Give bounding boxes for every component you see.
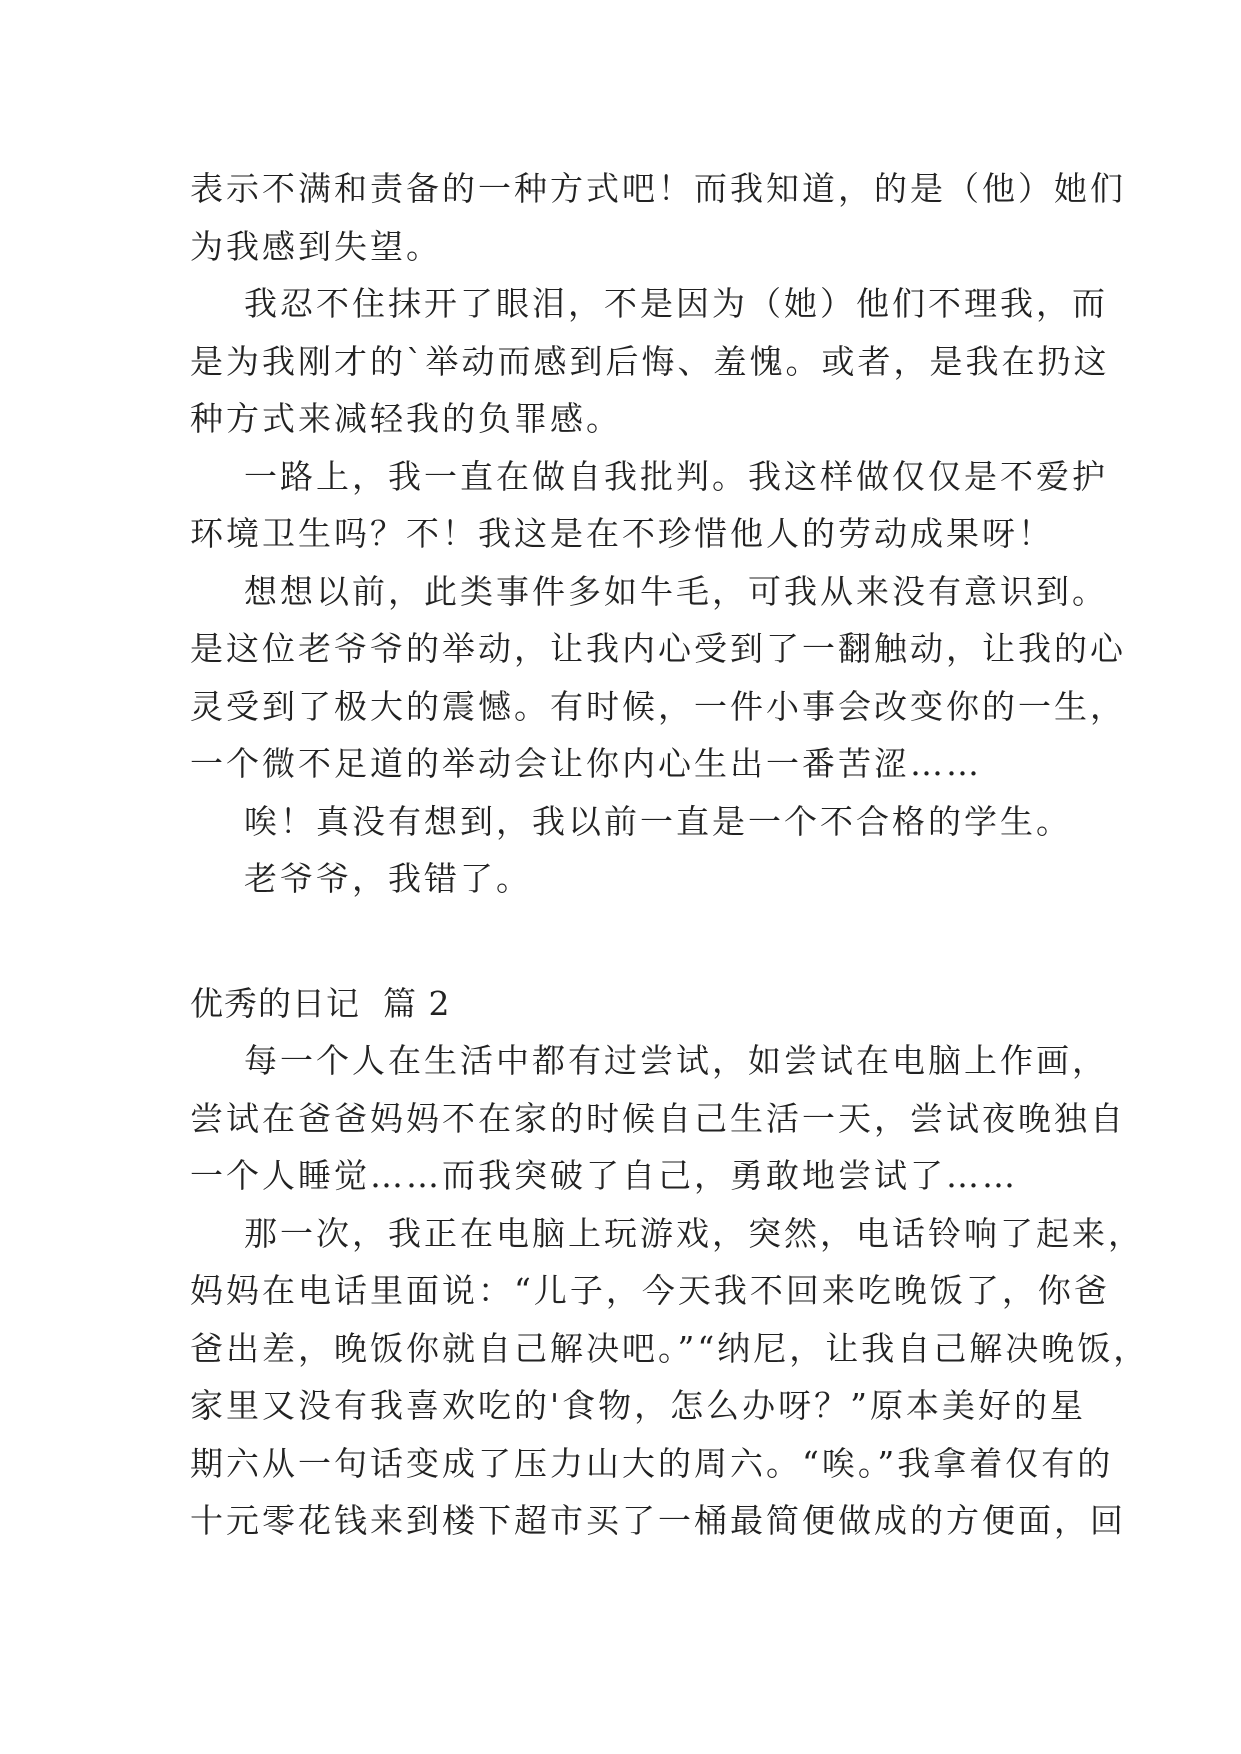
paragraph-line: 一个微不足道的举动会让你内心生出一番苦涩…… xyxy=(190,744,982,783)
paragraph-line: 想想以前，此类事件多如牛毛，可我从来没有意识到。 xyxy=(190,571,1108,611)
paragraph-line: 尝试在爸爸妈妈不在家的时候自己生活一天，尝试夜晚独自 xyxy=(190,1098,1126,1138)
paragraph-line: 唉！真没有想到，我以前一直是一个不合格的学生。 xyxy=(190,801,1072,841)
paragraph-line: 十元零花钱来到楼下超市买了一桶最简便做成的方便面，回 xyxy=(190,1501,1126,1540)
paragraph-line: 是为我刚才的`举动而感到后悔、羞愧。或者，是我在扔这 xyxy=(190,341,1110,381)
paragraph-line: 那一次，我正在电脑上玩游戏，突然，电话铃响了起来， xyxy=(190,1213,1144,1253)
section-title: 优秀的日记 篇 2 xyxy=(190,983,451,1023)
paragraph-line: 妈妈在电话里面说：“儿子，今天我不回来吃晚饭了，你爸 xyxy=(190,1271,1110,1310)
paragraph-line: 期六从一句话变成了压力山大的周六。“唉。”我拿着仅有的 xyxy=(190,1443,1114,1483)
paragraph-line: 家里又没有我喜欢吃的'食物，怎么办呀？”原本美好的星 xyxy=(190,1386,1086,1425)
paragraph-line: 是这位老爷爷的举动，让我内心受到了一翻触动，让我的心 xyxy=(190,629,1126,668)
paragraph-line: 每一个人在生活中都有过尝试，如尝试在电脑上作画， xyxy=(190,1041,1108,1080)
paragraph-line: 一个人睡觉……而我突破了自己，勇敢地尝试了…… xyxy=(190,1156,1018,1195)
paragraph-line: 一路上，我一直在做自我批判。我这样做仅仅是不爱护 xyxy=(190,456,1108,496)
paragraph-line: 环境卫生吗？不！我这是在不珍惜他人的劳动成果呀！ xyxy=(190,514,1054,553)
document-body xyxy=(190,160,1150,1550)
section-spacer xyxy=(190,908,1080,975)
paragraph-line: 种方式来减轻我的负罪感。 xyxy=(190,399,622,438)
paragraph-line: 爸出差，晚饭你就自己解决吧。”“纳尼，让我自己解决晚饭， xyxy=(190,1328,1150,1368)
paragraph-line: 表示不满和责备的一种方式吧！而我知道，的是（他）她们 xyxy=(190,169,1126,208)
paragraph-line: 为我感到失望。 xyxy=(190,226,442,266)
paragraph-line: 老爷爷，我错了。 xyxy=(190,859,532,898)
paragraph-line: 灵受到了极大的震憾。有时候，一件小事会改变你的一生， xyxy=(190,686,1126,726)
paragraph-line: 我忍不住抹开了眼泪，不是因为（她）他们不理我，而 xyxy=(190,284,1108,323)
